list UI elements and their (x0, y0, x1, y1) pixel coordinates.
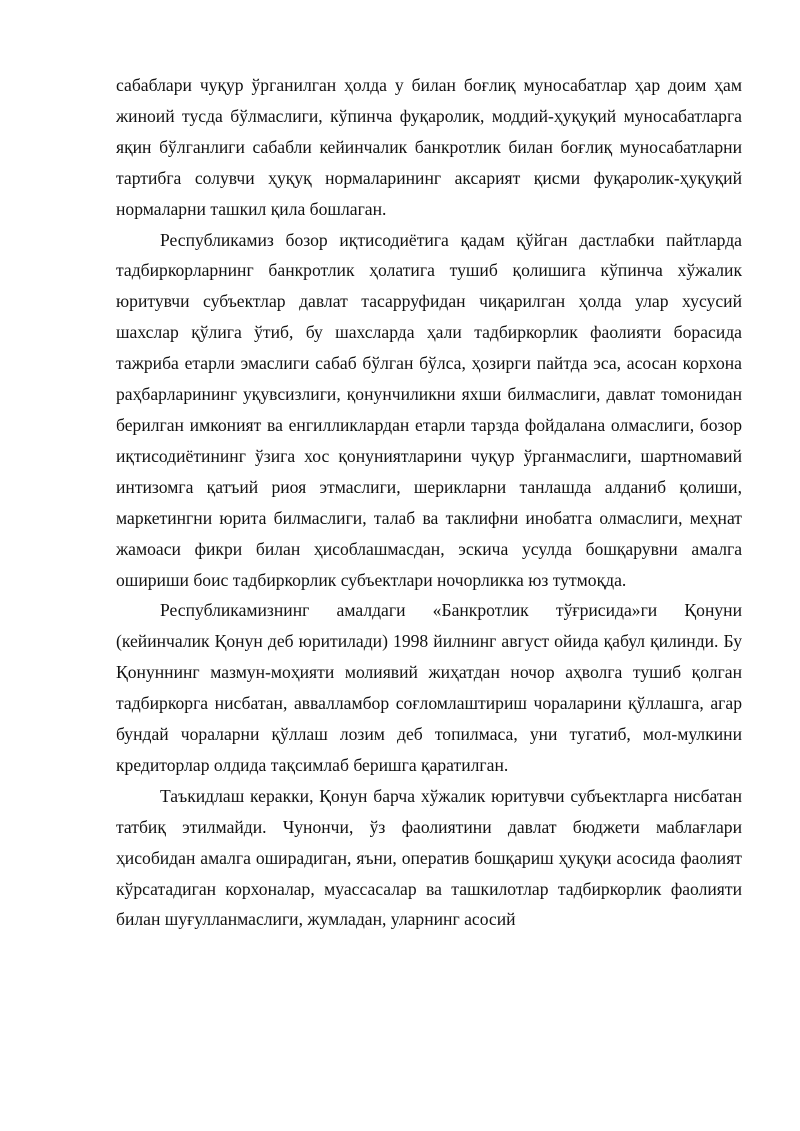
paragraph-1: сабаблари чуқур ўрганилган ҳолда у билан боғлиқ муносабатлар ҳар доим ҳам жиноий тусда бўлмаслиги, кўпинча фуқаролик, моддий-ҳуқуқий муносабатларга яқин бўлганлиги сабабли кейинчалик банкротлик билан боғлиқ муносабатларни тартибга солувчи ҳуқуқ нормаларининг аксарият қисми фуқаролик-ҳуқуқий нормаларни ташкил қила бошлаган. (116, 75, 742, 219)
document-page (116, 70, 742, 935)
paragraph-3: Республикамизнинг амалдаги «Банкротлик тўғрисида»ги Қонуни (кейинчалик Қонун деб юритилади) 1998 йилнинг август ойида қабул қилинди. Бу Қонуннинг мазмун-моҳияти молиявий жиҳатдан ночор аҳволга тушиб қолган тадбиркорга нисбатан, аввалламбор соғломлаштириш чораларини қўллашга, агар бундай чораларни қўллаш лозим деб топилмаса, уни тугатиб, мол-мулкини кредиторлар олдида тақсимлаб беришга қаратилган. (116, 600, 742, 775)
paragraph-4: Таъкидлаш керакки, Қонун барча хўжалик юритувчи субъектларга нисбатан татбиқ этилмайди. Чунончи, ўз фаолиятини давлат бюджети маблағлари ҳисобидан амалга оширадиган, яъни, оператив бошқариш ҳуқуқи асосида фаолият кўрсатадиган корхоналар, муассасалар ва ташкилотлар тадбиркорлик фаолияти билан шуғулланмаслиги, жумладан, уларнинг асосий (116, 785, 742, 930)
paragraph-2: Республикамиз бозор иқтисодиётига қадам қўйган дастлабки пайтларда тадбиркорларнинг банкротлик ҳолатига тушиб қолишига кўпинча хўжалик юритувчи субъектлар давлат тасарруфидан чиқарилган ҳолда улар хусусий шахслар қўлига ўтиб, бу шахсларда ҳали тадбиркорлик фаолияти борасида тажриба етарли эмаслиги сабаб бўлган бўлса, ҳозирги пайтда эса, асосан корхона раҳбарларининг уқувсизлиги, қонунчиликни яхши билмаслиги, давлат томонидан берилган имконият ва енгилликлардан етарли тарзда фойдалана олмаслиги, бозор иқтисодиётининг ўзига хос қонуниятларини чуқур ўрганмаслиги, шартномавий интизомга қатъий риоя этмаслиги, шерикларни танлашда алданиб қолиши, маркетингни юрита билмаслиги, талаб ва таклифни инобатга олмаслиги, меҳнат жамоаси фикри билан ҳисоблашмасдан, эскича усулда бошқарувни амалга ошириши боис тадбиркорлик субъектлари ночорликка юз тутмоқда. (116, 229, 742, 590)
